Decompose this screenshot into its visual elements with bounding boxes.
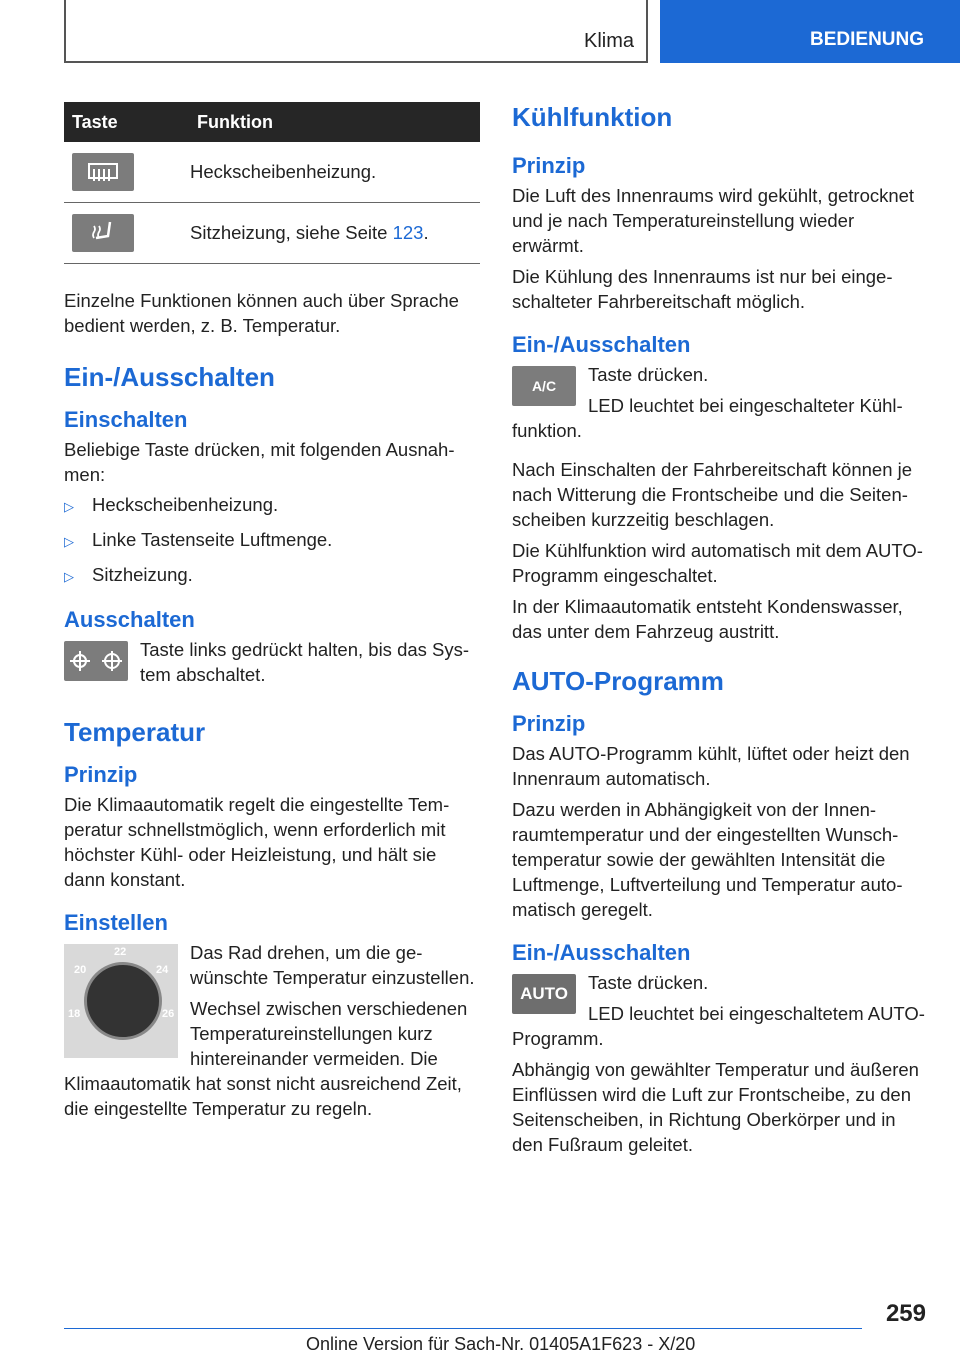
triangle-bullet-icon: ▷	[64, 534, 74, 549]
auto-text-1: Das AUTO-Programm kühlt, lüftet oder heizt den Innenraum automatisch.	[512, 743, 910, 789]
knob-number: 24	[156, 964, 169, 976]
table-row	[64, 142, 480, 203]
auto-text-3: Taste drücken.	[588, 972, 709, 993]
einstellen-text-2: Wechsel zwischen verschiedenen Temperatureinstellungen kurz hintereinander vermeiden. Die Klimaautomatik hat sonst nicht ausreichend Zeit, die eingestellte Temperatur zu regeln.	[64, 998, 468, 1119]
table-cell-function: Heckscheibenheizung.	[189, 142, 480, 203]
heading-temperatur: Temperatur	[64, 717, 206, 747]
table-cell-function: Sitzheizung, siehe Seite 123.	[189, 203, 480, 264]
page-link[interactable]: 123	[392, 222, 424, 243]
kuehl-text-5: In der Klimaautomatik entsteht Kondenswasser, das unter dem Fahrzeug austritt.	[512, 596, 903, 642]
footer-text: Online Version für Sach-Nr. 01405A1F623 - X/20	[306, 1334, 696, 1354]
list-item: ▷ Sitzheizung.	[64, 563, 480, 589]
table-header-taste: Taste	[64, 102, 189, 142]
heading-ausschalten: Ausschalten	[64, 607, 195, 632]
knob-number: 18	[68, 1008, 81, 1020]
knob-number: 26	[162, 1008, 175, 1020]
heading-prinzip: Prinzip	[64, 762, 138, 787]
right-column	[512, 102, 927, 1163]
kuehl-prinzip-text-2: Die Kühlung des Innenraums ist nur bei eingeschalteter Fahrbereitschaft möglich.	[512, 266, 893, 312]
ac-text-2: LED leuchtet bei eingeschalteter Kühlfunktion.	[512, 395, 903, 441]
knob-number: 22	[114, 946, 127, 958]
heading-ein-aus: Ein-/Ausschalten	[64, 362, 275, 392]
heading-ein-aus: Ein-/Ausschalten	[512, 332, 691, 357]
left-column	[64, 102, 480, 1127]
knob-number: 20	[74, 964, 87, 976]
table-header-row	[64, 102, 480, 142]
einschalten-text: Beliebige Taste drücken, mit folgenden Ausnahmen:	[64, 439, 455, 485]
auto-text-5: Abhängig von gewählter Temperatur und äußeren Einflüssen wird die Luft zur Frontscheibe, zu den Seitenscheiben, in Richtung Oberkörper und in den Fußraum geleitet.	[512, 1059, 919, 1155]
triangle-bullet-icon: ▷	[64, 569, 74, 584]
list-item: ▷ Heckscheibenheizung.	[64, 493, 480, 519]
einstellen-text-1: Das Rad drehen, um die gewünschte Temperatur einzustellen.	[190, 942, 475, 988]
page-number: 259	[885, 1300, 926, 1327]
seat-heat-icon	[72, 214, 134, 252]
header-section-box	[64, 0, 648, 63]
intro-text: Einzelne Funktionen können auch über Sprache bedient werden, z. B. Temperatur.	[64, 290, 459, 336]
triangle-bullet-icon: ▷	[64, 499, 74, 514]
temperature-knob-icon	[64, 944, 178, 1058]
table-header-funktion: Funktion	[189, 102, 480, 142]
fan-off-icon	[64, 641, 128, 681]
prinzip-text: Die Klimaautomatik regelt die eingestellte Temperatur schnellstmöglich, wenn erforderlich mit höchster Kühl- oder Heizleistung, und hält sie dann konstant.	[64, 794, 450, 890]
header-chapter-title: BEDIENUNG	[810, 29, 925, 50]
auto-button-icon: AUTO	[512, 974, 576, 1014]
table-row	[64, 203, 480, 264]
footer-divider	[64, 1328, 862, 1329]
heading-prinzip-2: Prinzip	[512, 711, 586, 736]
ac-button-icon: A/C	[512, 366, 576, 406]
rear-defrost-icon	[72, 153, 134, 191]
ac-text-1: Taste drücken.	[588, 364, 709, 385]
list-item: ▷ Linke Tastenseite Luftmenge.	[64, 528, 480, 554]
key-function-table	[64, 102, 480, 264]
kuehl-text-4: Die Kühlfunktion wird automatisch mit dem AUTO-Programm eingeschaltet.	[512, 540, 923, 586]
ausschalten-text: Taste links gedrückt halten, bis das System abschaltet.	[140, 639, 470, 685]
kuehl-prinzip-text-1: Die Luft des Innenraums wird gekühlt, getrocknet und je nach Temperatureinstellung wieder erwärmt.	[512, 185, 915, 256]
heading-ein-aus-2: Ein-/Ausschalten	[512, 940, 691, 965]
heading-kuehlfunktion: Kühlfunktion	[512, 102, 673, 132]
auto-text-4: LED leuchtet bei eingeschaltetem AUTO-Programm.	[512, 1003, 925, 1049]
header-chapter-tab	[660, 0, 960, 63]
heading-prinzip: Prinzip	[512, 153, 586, 178]
heading-auto-programm: AUTO-Programm	[512, 666, 724, 696]
knob-dial	[84, 962, 162, 1040]
auto-text-2: Dazu werden in Abhängigkeit von der Innenraumtemperatur und der eingestellten Wunschtemperatur sowie der gewählten Intensität die Luftmenge, Luftverteilung und Temperatur automatisch geregelt.	[512, 799, 903, 920]
kuehl-text-3: Nach Einschalten der Fahrbereitschaft können je nach Witterung die Frontscheibe und die Seitenscheiben kurzzeitig beschlagen.	[512, 459, 913, 530]
header-section-title: Klima	[583, 30, 634, 52]
heading-einstellen: Einstellen	[64, 910, 168, 935]
heading-einschalten: Einschalten	[64, 407, 188, 432]
